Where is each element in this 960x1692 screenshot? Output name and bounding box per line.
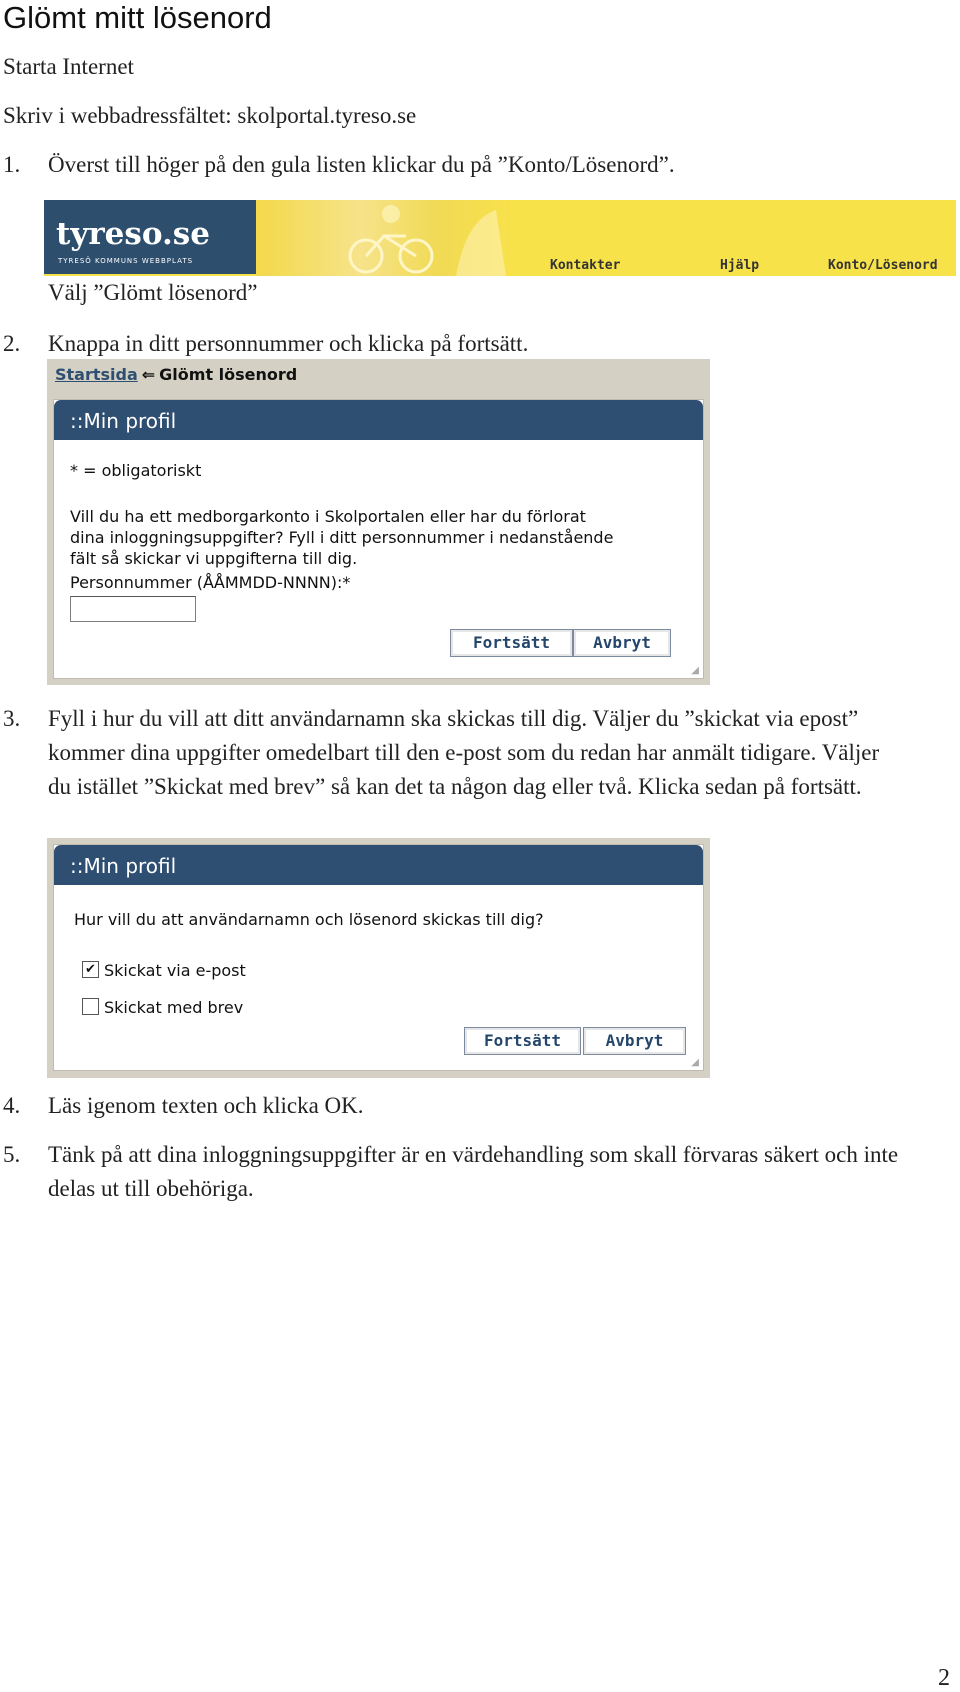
resize-grip-icon: ◢ — [691, 665, 699, 676]
step-2-text: Knappa in ditt personnummer och klicka på fortsätt. — [48, 331, 529, 356]
continue-button-2[interactable]: Fortsätt — [464, 1027, 581, 1055]
cancel-button[interactable]: Avbryt — [573, 629, 671, 657]
step-1-sub: Välj ”Glömt lösenord” — [48, 280, 258, 305]
letter-option-label: Skickat med brev — [104, 998, 244, 1017]
breadcrumb — [55, 365, 297, 385]
nav-hjalp[interactable]: Hjälp — [720, 258, 760, 273]
site-logo-subtitle: TYRESÖ KOMMUNS WEBBPLATS — [58, 257, 194, 265]
step-4-text: Läs igenom texten och klicka OK. — [48, 1093, 364, 1118]
forgot-password-screenshot — [47, 359, 710, 685]
continue-button[interactable]: Fortsätt — [450, 629, 573, 657]
personnummer-label: Personnummer (ÅÅMMDD-NNNN):* — [70, 573, 351, 592]
breadcrumb-startsida-link[interactable]: Startsida — [55, 365, 138, 384]
page-number: 2 — [938, 1665, 950, 1691]
min-profil-panel — [53, 399, 704, 679]
step-3-text: Fyll i hur du vill att ditt användarnamn ska skickas till dig. Väljer du ”skickat via epost” kommer dina uppgifter omedelbart till den e-post som du redan har anmält tidigare. Väljer du istället ”Skickat med brev” så kan det ta någon dag eller två. Klicka sedan på fortsätt. — [48, 706, 880, 799]
step-5 — [3, 1138, 903, 1206]
description-line-2: dina inloggningsuppgifter? Fyll i ditt personnummer i nedanstående — [70, 528, 614, 547]
site-logo[interactable] — [44, 200, 256, 274]
step-1-text: Överst till höger på den gula listen klickar du på ”Konto/Lösenord”. — [48, 152, 675, 177]
step-1-number: 1. — [3, 152, 21, 177]
send-method-screenshot — [47, 838, 710, 1078]
send-method-question: Hur vill du att användarnamn och lösenord skickas till dig? — [74, 910, 544, 929]
step-5-text: Tänk på att dina inloggningsuppgifter är en värdehandling som skall förvaras säkert och inte delas ut till obehöriga. — [48, 1142, 899, 1201]
site-banner-screenshot — [44, 200, 956, 276]
panel-header — [54, 400, 703, 440]
intro-address-instruction: Skriv i webbadressfältet: skolportal.tyreso.se — [3, 103, 417, 128]
step-3-number: 3. — [3, 706, 21, 731]
email-checkbox[interactable]: ✔ — [82, 961, 99, 978]
personnummer-input[interactable] — [70, 596, 196, 622]
required-note: * = obligatoriskt — [70, 461, 202, 480]
step-2-number: 2. — [3, 331, 21, 356]
letter-checkbox[interactable] — [82, 998, 99, 1015]
description-line-3: fält så skickar vi uppgifterna till dig. — [70, 549, 358, 568]
resize-grip-icon-2: ◢ — [691, 1057, 699, 1068]
step-4 — [3, 1089, 903, 1123]
step-4-number: 4. — [3, 1093, 21, 1118]
cancel-button-2[interactable]: Avbryt — [583, 1027, 686, 1055]
panel-header-title: ::Min profil — [70, 409, 177, 433]
breadcrumb-current: Glömt lösenord — [159, 365, 298, 384]
step-1 — [3, 148, 903, 182]
site-logo-text: tyreso.se — [56, 216, 210, 252]
page-title: Glömt mitt lösenord — [3, 0, 272, 35]
nav-kontakter[interactable]: Kontakter — [550, 258, 621, 273]
min-profil-panel-2 — [53, 844, 704, 1071]
banner-photo — [256, 200, 516, 276]
nav-konto-losenord[interactable]: Konto/Lösenord — [828, 258, 938, 273]
description-line-1: Vill du ha ett medborgarkonto i Skolportalen eller har du förlorat — [70, 507, 586, 526]
breadcrumb-arrow-icon: ⇐ — [141, 365, 156, 384]
step-5-number: 5. — [3, 1142, 21, 1167]
step-2 — [3, 327, 903, 361]
intro-start-internet: Starta Internet — [3, 54, 134, 79]
panel-header-2-title: ::Min profil — [70, 854, 177, 878]
email-option-label: Skickat via e-post — [104, 961, 246, 980]
panel-header-2 — [54, 845, 703, 885]
bicycle-illustration — [256, 200, 516, 276]
step-3 — [3, 702, 903, 804]
